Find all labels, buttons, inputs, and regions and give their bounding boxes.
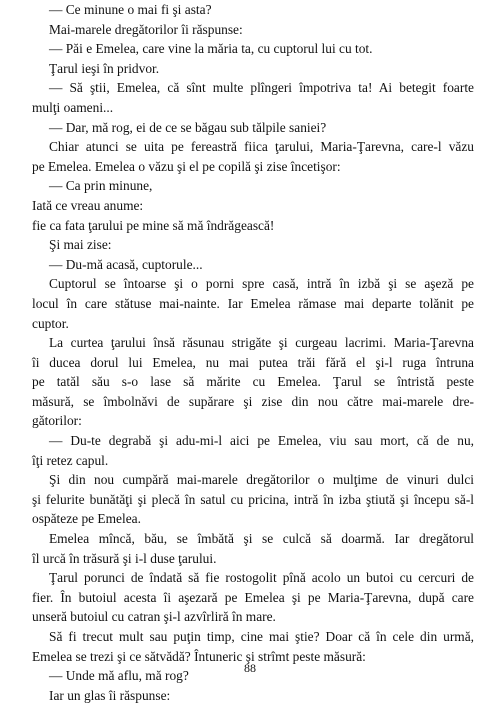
text-line: îi ducea dorul lui Emelea, nu mai putea trăi fără el şi-l ruga întruna xyxy=(32,354,474,370)
text-line: Chiar atunci se uita pe fereastră fiica ţarului, Maria-Ţarevna, care-l văzu xyxy=(49,139,474,155)
text-line: — Ca prin minune, xyxy=(49,178,153,194)
text-line: măsură, se îmbolnăvi de supărare şi zise din nou către mai-marele dre- xyxy=(32,393,474,409)
text-line: Să fi trecut mult sau puţin timp, cine mai ştie? Doar că în cele din urmă, xyxy=(49,629,474,644)
text-line: Şi mai zise: xyxy=(49,237,112,253)
text-line: La curtea ţarului însă răsunau strigăte şi curgeau lacrimi. Maria-Ţarevna xyxy=(49,335,474,351)
text-line: — Du-te degrabă şi adu-mi-l aici pe Emelea, viu sau mort, că de nu, xyxy=(49,433,474,449)
text-line: îl urcă în trăsură şi i-l duse ţarului. xyxy=(32,550,217,566)
page-number: 88 xyxy=(244,661,256,675)
text-line: Mai-marele dregătorilor îi răspunse: xyxy=(49,21,243,37)
text-line: şi felurite bunătăţi şi plecă în satul cu pricina, intră în izba ştiută şi începu să-l xyxy=(32,491,474,507)
text-line: mulţi oameni... xyxy=(32,99,114,115)
text-line: Emelea mîncă, bău, se îmbătă şi se culcă să doarmă. Iar dregătorul xyxy=(49,531,474,547)
text-line: — Păi e Emelea, care vine la măria ta, cu cuptorul lui cu tot. xyxy=(49,41,373,57)
text-line: Cuptorul se întoarse şi o porni spre casă, intră în izbă şi se aşeză pe xyxy=(49,276,474,292)
text-line: fier. În butoiul acesta îi aşezară pe Emelea şi pe Maria-Ţarevna, după care xyxy=(32,589,474,605)
text-line: — Ce minune o mai fi şi asta? xyxy=(49,2,212,17)
text-line: Ţarul ieşi în pridvor. xyxy=(49,60,160,76)
text-line: pe Emelea. Emelea o văzu şi el pe copilă şi zise încetişor: xyxy=(32,158,341,174)
text-line: unseră butoiul cu catran şi-l azvîrliră în mare. xyxy=(32,609,276,625)
text-line: Ţarul porunci de îndată să fie rostogolit pînă acolo un butoi cu cercuri de xyxy=(49,570,474,586)
text-line: Iată ce vreau anume: xyxy=(32,197,144,213)
text-line: Iar un glas îi răspunse: xyxy=(49,687,171,703)
text-line: — Unde mă aflu, mă rog? xyxy=(49,668,189,684)
page-body-text xyxy=(32,0,474,705)
text-line: Emelea se trezi şi ce sătvădă? Întuneric şi strîmt peste măsură: xyxy=(32,648,366,664)
text-line: pe tatăl său s-o lase să mărite cu Emelea. Ţarul se întristă peste xyxy=(32,374,474,390)
text-line: gătorilor: xyxy=(32,413,82,429)
text-line: cuptor. xyxy=(32,315,69,331)
text-line: fie ca fata ţarului pe mine să mă îndrăgească! xyxy=(32,217,275,233)
text-line: ospăteze pe Emelea. xyxy=(32,511,141,527)
text-line: — Dar, mă rog, ei de ce se băgau sub tălpile saniei? xyxy=(49,119,327,135)
text-line: — Du-mă acasă, cuptorule... xyxy=(49,256,203,272)
text-line: îţi retez capul. xyxy=(32,452,109,468)
text-line: Şi din nou cumpără mai-marele dregătorilor o mulţime de vinuri dulci xyxy=(49,472,474,488)
text-line: locul în care stătuse mai-nainte. Iar Emelea rămase mai departe tolănit pe xyxy=(32,295,474,311)
text-line: — Să ştii, Emelea, că sînt multe plîngeri împotriva ta! Ai betegit foarte xyxy=(49,80,474,96)
